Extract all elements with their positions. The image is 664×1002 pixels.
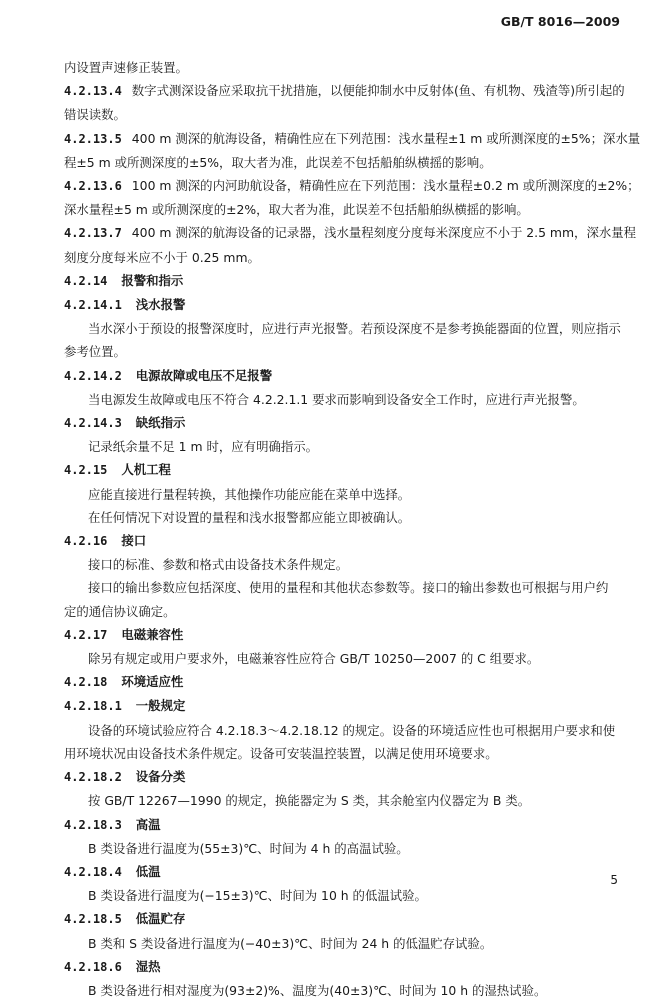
body-text-line: 除另有规定或用户要求外，电磁兼容性应符合 GB/T 10250—2007 的 C 组要求。 bbox=[88, 651, 540, 667]
section-heading bbox=[64, 907, 624, 931]
body-text-line: B 类和 S 类设备进行温度为(−40±3)℃、时间为 24 h 的低温贮存试验。 bbox=[88, 935, 493, 951]
section-heading bbox=[64, 269, 624, 293]
clause-line bbox=[64, 127, 641, 151]
section-title: 缺纸指示 bbox=[135, 415, 186, 431]
section-number: 4.2.16 bbox=[64, 534, 108, 549]
section-heading bbox=[64, 623, 624, 647]
body-text-line: 当电源发生故障或电压不符合 4.2.2.1.1 要求而影响到设备安全工作时，应进行声光报警。 bbox=[88, 391, 585, 407]
section-heading bbox=[64, 411, 624, 435]
body-text-line: 内设置声速修正装置。 bbox=[64, 60, 188, 75]
section-number: 4.2.14.2 bbox=[64, 368, 122, 383]
section-title: 报警和指示 bbox=[121, 272, 184, 288]
page-number: 5 bbox=[610, 873, 618, 887]
section-title: 浅水报警 bbox=[135, 297, 186, 313]
section-number: 4.2.15 bbox=[64, 463, 108, 478]
body-text-line: 定的通信协议确定。 bbox=[64, 603, 176, 619]
section-number: 4.2.18.2 bbox=[64, 770, 122, 785]
clause-line bbox=[64, 79, 624, 103]
body-text-line: 接口的输出参数应包括深度、使用的量程和其他状态参数等。接口的输出参数也可根据与用户约 bbox=[88, 580, 609, 596]
body-text-line: 记录纸余量不足 1 m 时，应有明确指示。 bbox=[88, 439, 319, 455]
section-heading bbox=[64, 765, 624, 789]
clause-number: 4.2.13.5 bbox=[64, 131, 122, 146]
section-title: 高温 bbox=[135, 816, 161, 832]
section-title: 电源故障或电压不足报警 bbox=[135, 367, 273, 383]
section-heading bbox=[64, 694, 624, 718]
section-title: 电磁兼容性 bbox=[121, 626, 184, 642]
clause-text: 100 m 测深的内河助航设备，精确性应在下列范围：浅水量程±0.2 m 或所测深度的±2%； bbox=[131, 178, 640, 194]
section-title: 一般规定 bbox=[135, 698, 186, 714]
body-text-line: 设备的环境试验应符合 4.2.18.3～4.2.18.12 的规定。设备的环境适应性也可根据用户要求和使 bbox=[88, 722, 616, 738]
section-number: 4.2.18.6 bbox=[64, 959, 122, 974]
section-title: 接口 bbox=[121, 533, 147, 549]
section-heading bbox=[64, 670, 624, 694]
clause-number: 4.2.13.6 bbox=[64, 179, 122, 194]
body-text-line: 用环境状况由设备技术条件规定。设备可安装温控装置，以满足使用环境要求。 bbox=[64, 745, 498, 761]
section-title: 环境适应性 bbox=[121, 674, 184, 690]
body-text-line: 当水深小于预设的报警深度时，应进行声光报警。若预设深度不是参考换能器面的位置，则应指示 bbox=[88, 321, 621, 337]
standard-code-header: GB/T 8016—2009 bbox=[500, 14, 620, 29]
body-text-line: 程±5 m 或所测深度的±5%，取大者为准，此误差不包括船舶纵横摇的影响。 bbox=[64, 154, 492, 170]
section-heading bbox=[64, 860, 624, 884]
body-text-line: 在任何情况下对设置的量程和浅水报警都应能立即被确认。 bbox=[88, 509, 411, 525]
document-body bbox=[64, 56, 641, 1002]
section-number: 4.2.14.3 bbox=[64, 416, 122, 431]
section-title: 低温 bbox=[135, 863, 161, 879]
section-title: 湿热 bbox=[135, 958, 161, 974]
body-text-line: 参考位置。 bbox=[64, 344, 126, 360]
clause-number: 4.2.13.4 bbox=[64, 84, 122, 99]
body-text-line: 应能直接进行量程转换，其他操作功能应能在菜单中选择。 bbox=[88, 486, 411, 502]
section-heading bbox=[64, 529, 624, 553]
clause-line bbox=[64, 174, 640, 198]
clause-text: 数字式测深设备应采取抗干扰措施，以便能抑制水中反射体(鱼、有机物、残渣等)所引起的 bbox=[131, 83, 625, 99]
body-text-line: B 类设备进行温度为(55±3)℃、时间为 4 h 的高温试验。 bbox=[88, 840, 409, 856]
section-heading bbox=[64, 293, 624, 317]
body-text-line: B 类设备进行温度为(−15±3)℃、时间为 10 h 的低温试验。 bbox=[88, 888, 427, 904]
clause-text: 400 m 测深的航海设备的记录器，浅水量程刻度分度每米深度应不小于 2.5 mm，深水量程 bbox=[131, 225, 637, 241]
section-heading bbox=[64, 458, 624, 482]
body-text-line: 按 GB/T 12267—1990 的规定，换能器定为 S 类，其余舱室内仪器定为 B 类。 bbox=[88, 793, 531, 809]
section-number: 4.2.17 bbox=[64, 627, 108, 642]
section-number: 4.2.18 bbox=[64, 675, 108, 690]
body-text-line: 接口的标准、参数和格式由设备技术条件规定。 bbox=[88, 557, 349, 573]
body-text-line: B 类设备进行相对湿度为(93±2)%、温度为(40±3)℃、时间为 10 h 的湿热试验。 bbox=[88, 982, 547, 998]
body-text-line: 错误读数。 bbox=[64, 107, 126, 123]
section-title: 低温贮存 bbox=[135, 911, 186, 927]
section-title: 人机工程 bbox=[121, 462, 171, 478]
body-text-line: 刻度分度每米应不小于 0.25 mm。 bbox=[64, 249, 260, 265]
section-number: 4.2.14.1 bbox=[64, 298, 122, 313]
section-number: 4.2.18.1 bbox=[64, 699, 122, 714]
section-heading bbox=[64, 955, 624, 979]
section-heading bbox=[64, 364, 624, 388]
section-heading bbox=[64, 813, 624, 837]
section-number: 4.2.18.4 bbox=[64, 864, 122, 879]
section-number: 4.2.18.5 bbox=[64, 912, 122, 927]
clause-text: 400 m 测深的航海设备，精确性应在下列范围：浅水量程±1 m 或所测深度的±5%；深水量 bbox=[131, 130, 641, 146]
section-title: 设备分类 bbox=[135, 769, 186, 785]
clause-number: 4.2.13.7 bbox=[64, 226, 122, 241]
section-number: 4.2.14 bbox=[64, 273, 108, 288]
section-number: 4.2.18.3 bbox=[64, 817, 122, 832]
clause-line bbox=[64, 221, 637, 245]
body-text-line: 深水量程±5 m 或所测深度的±2%，取大者为准，此误差不包括船舶纵横摇的影响。 bbox=[64, 202, 529, 218]
